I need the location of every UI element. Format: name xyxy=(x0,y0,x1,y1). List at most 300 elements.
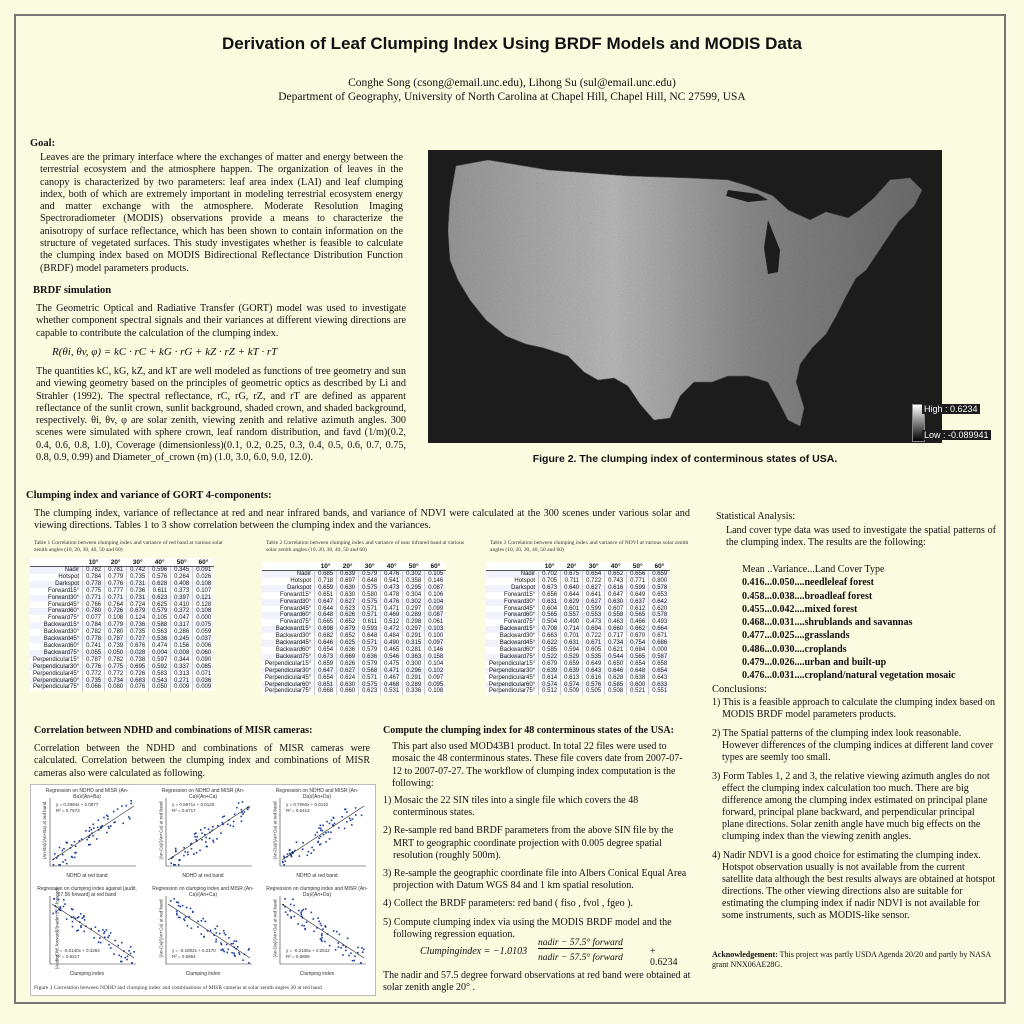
table-cell: Forward30° xyxy=(30,595,83,602)
table-header-cell: 10° xyxy=(83,558,105,567)
chart-ylabel: (Audit-57.5 forward)/(nadir+57.5 forward) xyxy=(54,887,60,970)
r-squared: R² = 0.7673 xyxy=(56,808,80,813)
scatter-point xyxy=(363,949,365,951)
table-cell: 0.408 xyxy=(171,581,193,588)
scatter-point xyxy=(219,933,221,935)
table-cell: 0.673 xyxy=(539,585,561,592)
authors-block xyxy=(0,76,1024,104)
table-cell: 0.298 xyxy=(403,619,425,626)
table-cell: 0.575 xyxy=(359,599,381,606)
table-row xyxy=(262,647,446,654)
conclusion-item: 4) Nadir NDVI is a good choice for estimating the clumping index. Hotspot observation usually is not available from the current satellite data although the best results always are obtained at hotspot directions. The other viewing directions also are suitable for estimating the clumping index if nadir NDVI is not available for some instruments, such as MODIS-like sensor. xyxy=(712,850,996,921)
scatter-plot xyxy=(264,886,370,978)
scatter-point xyxy=(201,920,203,922)
table-cell: 0.128 xyxy=(193,602,215,609)
scatter-point xyxy=(216,939,218,941)
table-cell: 0.315 xyxy=(403,640,425,647)
table-cell: 0.717 xyxy=(605,633,627,640)
table-cell: 0.636 xyxy=(337,647,359,654)
table-cell: 0.571 xyxy=(359,675,381,682)
table-cell: 0.647 xyxy=(605,592,627,599)
table-cell: 0.718 xyxy=(315,578,337,585)
table-cell: 0.739 xyxy=(105,643,127,650)
scatter-point xyxy=(222,822,224,824)
scatter-point xyxy=(333,817,335,819)
table-cell: 0.629 xyxy=(561,599,583,606)
scatter-point xyxy=(239,954,241,956)
table-cell: 0.722 xyxy=(583,633,605,640)
table-cell: 0.623 xyxy=(359,688,381,695)
table-cell: 0.654 xyxy=(649,668,671,675)
goal-heading: Goal: xyxy=(30,138,56,149)
scatter-point xyxy=(315,834,317,836)
table-row xyxy=(262,571,446,578)
table-cell: 0.551 xyxy=(649,688,671,695)
scatter-point xyxy=(110,825,112,827)
table-row xyxy=(262,633,446,640)
trend-line xyxy=(168,806,250,860)
scatter-point xyxy=(193,853,195,855)
table-row xyxy=(486,633,670,640)
scatter-point xyxy=(121,961,123,963)
table-cell: 0.724 xyxy=(127,602,149,609)
scatter-chart xyxy=(264,788,370,880)
scatter-point xyxy=(320,825,322,827)
scatter-point xyxy=(306,921,308,923)
table-header-cell: 60° xyxy=(649,562,671,571)
table-cell: 0.738 xyxy=(127,657,149,664)
table-cell: Perpendicular60° xyxy=(486,682,539,689)
scatter-point xyxy=(74,841,76,843)
scatter-chart xyxy=(150,788,256,880)
scatter-point xyxy=(176,911,178,913)
table-cell: 0.009 xyxy=(171,684,193,691)
table-cell: 0.643 xyxy=(649,675,671,682)
table-row xyxy=(486,585,670,592)
clumping-text: The clumping index, variance of reflectance at red and near infrared bands, and variance of NDVI were calculated at the 300 scenes under various solar and viewing directions. Tables 1 to 3 show correlation between the clumping index and the variances. xyxy=(34,508,690,532)
table-cell: Nadir xyxy=(486,571,539,578)
scatter-point xyxy=(183,855,185,857)
table-cell: 0.076 xyxy=(127,684,149,691)
scatter-point xyxy=(341,816,343,818)
table-header-cell: 40° xyxy=(149,558,171,567)
scatter-point xyxy=(310,852,312,854)
usa-map-image xyxy=(428,150,942,443)
table-cell: 0.585 xyxy=(539,647,561,654)
scatter-point xyxy=(361,947,363,949)
conclusion-item: 2) The Spatial patterns of the clumping index look reasonable. However differences of the clumping indices at different land cover types are seemly too small. xyxy=(712,728,993,763)
table-cell: Hotspot xyxy=(58,573,80,580)
table-cell: 0.659 xyxy=(315,661,337,668)
table-cell: 0.578 xyxy=(649,612,671,619)
compute-heading: Compute the clumping index for 48 conterminous states of the USA: xyxy=(383,725,674,736)
scatter-point xyxy=(303,925,305,927)
table-cell: Perpendicular45° xyxy=(489,674,536,681)
scatter-point xyxy=(130,803,132,805)
scatter-point xyxy=(242,801,244,803)
landcover-item: 0.486...0.030....croplands xyxy=(742,643,847,655)
scatter-point xyxy=(220,832,222,834)
table-cell: 0.529 xyxy=(561,654,583,661)
table-cell: 0.124 xyxy=(127,615,149,622)
scatter-point xyxy=(205,837,207,839)
table-header-cell: 60° xyxy=(193,558,215,567)
table-cell: 0.754 xyxy=(627,640,649,647)
table-cell: Forward30° xyxy=(486,599,539,606)
table-header-cell: 40° xyxy=(381,562,403,571)
table-cell: Darkspot xyxy=(262,585,315,592)
scatter-point xyxy=(113,811,115,813)
scatter-plot xyxy=(34,886,140,978)
table-cell: Perpendicular30° xyxy=(30,664,83,671)
scatter-point xyxy=(89,844,91,846)
scatter-point xyxy=(63,906,65,908)
scatter-point xyxy=(71,844,73,846)
table-cell: 0.102 xyxy=(425,668,447,675)
table-cell: 0.587 xyxy=(649,654,671,661)
table-cell: 0.060 xyxy=(193,650,215,657)
scatter-point xyxy=(113,953,115,955)
table-cell: Forward30° xyxy=(262,599,315,606)
goal-text: Leaves are the primary interface where the exchanges of matter and energy between the terrestrial ecosystem and the atmosphere happen. The organization of leaves in the canopy is characterized by two parameters: leaf area index (LAI) and leaf clumping index, both of which are extremely important in modeling terrestrial ecosystem energy and matter exchange with the atmosphere. Moderate Resolution Imaging Spectroradiometer (MODIS) observations provide a means to characterize the anisotropy of surface reflectance, which has been shown to contain information on the structure of vegetated surfaces. This study investigates whether is feasible to calculate the clumping index based on MODIS Bidirectional Reflectance Distribution Function (BRDF) model parameters products. xyxy=(40,152,403,274)
scatter-point xyxy=(302,848,304,850)
table-cell: 0.478 xyxy=(381,592,403,599)
scatter-point xyxy=(320,938,322,940)
scatter-point xyxy=(183,847,185,849)
regression-equation: y = 0.2994x + 0.0877 xyxy=(56,802,99,807)
table-cell: 0.345 xyxy=(171,567,193,574)
table-cell: 0.660 xyxy=(337,688,359,695)
scatter-point xyxy=(88,844,90,846)
table-cell: 0.055 xyxy=(83,650,105,657)
scatter-point xyxy=(360,962,362,964)
scatter-point xyxy=(344,828,346,830)
table-cell: 0.682 xyxy=(315,633,337,640)
table-row xyxy=(262,626,446,633)
table-cell: 0.565 xyxy=(627,612,649,619)
table-cell: 0.490 xyxy=(561,619,583,626)
table-cell: 0.731 xyxy=(127,595,149,602)
scatter-point xyxy=(234,940,236,942)
table-cell: 0.701 xyxy=(561,633,583,640)
table-cell: 0.121 xyxy=(193,595,215,602)
scatter-point xyxy=(124,957,126,959)
table-cell: Backward30° xyxy=(499,633,536,640)
table-cell: 0.654 xyxy=(627,661,649,668)
scatter-point xyxy=(224,951,226,953)
table-cell: 0.620 xyxy=(649,606,671,613)
scatter-point xyxy=(355,814,357,816)
table-cell: 0.576 xyxy=(149,574,171,581)
scatter-point xyxy=(236,940,238,942)
table-cell: 0.090 xyxy=(193,657,215,664)
table-cell: 0.726 xyxy=(105,608,127,615)
chart-title: Regression on NDHD and MISR (An-Da)/(An+Da) xyxy=(275,788,359,800)
table-cell: 0.775 xyxy=(83,588,105,595)
scatter-point xyxy=(304,929,306,931)
scatter-point xyxy=(362,951,364,953)
table-cell: 0.291 xyxy=(403,675,425,682)
table-cell: 0.373 xyxy=(171,588,193,595)
table1 xyxy=(30,558,214,691)
table-row xyxy=(486,654,670,661)
table-cell: 0.800 xyxy=(649,578,671,585)
scatter-point xyxy=(126,805,128,807)
table-row xyxy=(486,668,670,675)
table-row xyxy=(486,592,670,599)
table-cell: 0.467 xyxy=(381,675,403,682)
scatter-point xyxy=(350,952,352,954)
scatter-point xyxy=(201,839,203,841)
table-cell: 0.289 xyxy=(403,682,425,689)
table-row xyxy=(262,661,446,668)
table-row xyxy=(30,671,214,678)
table-row xyxy=(30,650,214,657)
scatter-point xyxy=(354,960,356,962)
scatter-point xyxy=(62,850,64,852)
table-cell: 0.026 xyxy=(193,574,215,581)
chart-xlabel: Clumping index xyxy=(185,971,221,977)
table-cell: 0.697 xyxy=(337,578,359,585)
table-cell: 0.108 xyxy=(105,615,127,622)
scatter-point xyxy=(234,954,236,956)
chart-xlabel: NDHD at red band xyxy=(182,873,224,879)
table-header-cell: 20° xyxy=(337,562,359,571)
scatter-point xyxy=(75,846,77,848)
table-cell: 0.735 xyxy=(127,574,149,581)
table-row xyxy=(486,606,670,613)
table-cell: 0.000 xyxy=(649,647,671,654)
landcover-item: 0.477...0.025....grasslands xyxy=(742,630,850,642)
scatter-point xyxy=(66,863,68,865)
scatter-chart xyxy=(34,788,140,880)
table-row xyxy=(262,682,446,689)
table-cell: Perpendicular30° xyxy=(262,668,315,675)
table-cell: 0.544 xyxy=(605,654,627,661)
chart-xlabel: Clumping index xyxy=(69,971,105,977)
table-cell: 0.624 xyxy=(337,675,359,682)
scatter-point xyxy=(228,949,230,951)
regression-equation: y = -0.2106x + 0.2512 xyxy=(286,948,330,953)
regression-formula xyxy=(420,938,680,968)
table-cell: 0.711 xyxy=(561,578,583,585)
table-row xyxy=(30,595,214,602)
table-cell: 0.108 xyxy=(425,688,447,695)
table-cell: 0.557 xyxy=(561,612,583,619)
table-cell: 0.611 xyxy=(359,619,381,626)
table-cell: 0.670 xyxy=(627,633,649,640)
table-cell: 0.628 xyxy=(605,675,627,682)
scatter-point xyxy=(85,830,87,832)
scatter-point xyxy=(186,907,188,909)
scatter-point xyxy=(80,925,82,927)
scatter-point xyxy=(232,943,234,945)
scatter-point xyxy=(335,949,337,951)
scatter-point xyxy=(80,913,82,915)
table-cell: 0.781 xyxy=(105,567,127,574)
table-cell: 0.782 xyxy=(83,629,105,636)
table-cell: 0.291 xyxy=(403,633,425,640)
scatter-point xyxy=(248,949,250,951)
table-cell: 0.631 xyxy=(539,599,561,606)
table-row xyxy=(262,599,446,606)
scatter-point xyxy=(108,944,110,946)
table-cell: 0.637 xyxy=(627,599,649,606)
table-cell: 0.705 xyxy=(539,578,561,585)
table-row xyxy=(30,684,214,691)
scatter-point xyxy=(321,933,323,935)
scatter-point xyxy=(321,935,323,937)
scatter-point xyxy=(329,838,331,840)
table-cell: 0.771 xyxy=(83,595,105,602)
scatter-point xyxy=(228,937,230,939)
scatter-point xyxy=(178,864,180,866)
scatter-point xyxy=(345,950,347,952)
table-cell: 0.085 xyxy=(193,664,215,671)
table-cell: 0.372 xyxy=(171,608,193,615)
scatter-point xyxy=(93,827,95,829)
table-cell: 0.108 xyxy=(193,608,215,615)
clumping-index-map xyxy=(428,150,942,443)
scatter-point xyxy=(110,947,112,949)
scatter-point xyxy=(107,816,109,818)
table-cell: 0.463 xyxy=(605,619,627,626)
table-cell: 0.626 xyxy=(337,661,359,668)
table-cell: 0.607 xyxy=(605,606,627,613)
scatter-point xyxy=(59,864,61,866)
table-cell: 0.571 xyxy=(359,606,381,613)
table-cell: 0.565 xyxy=(539,612,561,619)
scatter-point xyxy=(178,902,180,904)
scatter-point xyxy=(290,904,292,906)
scatter-point xyxy=(313,931,315,933)
chart-title: Regression on clumping index against [audit, 57.56 forward] at red band xyxy=(37,886,137,898)
table-row xyxy=(30,636,214,643)
table-cell: 0.685 xyxy=(315,571,337,578)
scatter-point xyxy=(225,934,227,936)
table-cell: 0.471 xyxy=(381,668,403,675)
brdf-text1: The Geometric Optical and Radiative Transfer (GORT) model was used to investigate whether component spectral signals and their variances at different viewing directions are capable to contribute the calculation of the clumping index. xyxy=(36,303,406,339)
compute-closing: The nadir and 57.5 degree forward observations at red band were obtained at solar zenith angle 20° . xyxy=(383,970,691,994)
table-cell: 0.574 xyxy=(561,682,583,689)
scatter-point xyxy=(334,823,336,825)
table-cell: 0.077 xyxy=(83,615,105,622)
table-cell: 0.777 xyxy=(105,588,127,595)
table-row xyxy=(262,675,446,682)
table-cell: 0.639 xyxy=(561,668,583,675)
table-row xyxy=(30,567,214,574)
scatter-point xyxy=(53,864,55,866)
table-cell: 0.627 xyxy=(337,668,359,675)
table-cell: 0.363 xyxy=(403,654,425,661)
scatter-point xyxy=(62,854,64,856)
scatter-point xyxy=(318,837,320,839)
scatter-point xyxy=(317,917,319,919)
table-cell: 0.722 xyxy=(583,578,605,585)
table-cell: 0.764 xyxy=(105,602,127,609)
table-cell: 0.736 xyxy=(127,622,149,629)
scatter-point xyxy=(317,842,319,844)
scatter-point xyxy=(224,932,226,934)
table-row xyxy=(486,599,670,606)
statistical-heading: Statistical Analysis: xyxy=(716,511,796,522)
scatter-point xyxy=(282,861,284,863)
scatter-point xyxy=(339,934,341,936)
scatter-point xyxy=(216,838,218,840)
table-cell: 0.578 xyxy=(649,585,671,592)
table-cell: 0.623 xyxy=(337,606,359,613)
chart-ylabel: (An-Ca)/(An+Ca) at red band xyxy=(158,899,164,958)
table-cell: 0.599 xyxy=(583,606,605,613)
scatter-point xyxy=(89,830,91,832)
table-cell: 0.512 xyxy=(381,619,403,626)
table-cell: 0.771 xyxy=(105,595,127,602)
table-cell: Backward15° xyxy=(486,626,539,633)
table-cell: 0.047 xyxy=(171,615,193,622)
scatter-point xyxy=(352,960,354,962)
table-cell: 0.676 xyxy=(127,643,149,650)
table-cell: Forward45° xyxy=(280,605,312,612)
table-cell: 0.623 xyxy=(149,595,171,602)
scatter-point xyxy=(325,832,327,834)
clumping-heading: Clumping index and variance of GORT 4-components: xyxy=(26,490,272,501)
table-cell: 0.490 xyxy=(381,640,403,647)
table-header-cell: 50° xyxy=(171,558,193,567)
table-cell: 0.484 xyxy=(381,633,403,640)
table-cell: 0.644 xyxy=(315,606,337,613)
table-cell: 0.337 xyxy=(171,664,193,671)
table-cell: 0.638 xyxy=(627,675,649,682)
table-cell: 0.742 xyxy=(127,567,149,574)
table-cell: 0.627 xyxy=(337,599,359,606)
table-cell: 0.080 xyxy=(105,684,127,691)
table-cell: 0.588 xyxy=(149,622,171,629)
scatter-point xyxy=(221,944,223,946)
table-row xyxy=(486,626,670,633)
table-cell: 0.091 xyxy=(193,567,215,574)
acknowledgement-text: This project was partly USDA Agenda 20/20 and partly by NASA grant NNX06AE28G. xyxy=(712,950,991,969)
scatter-point xyxy=(128,816,130,818)
chart-ylabel: (An-Da)/(An+Da) at red band xyxy=(272,899,278,958)
scatter-point xyxy=(121,942,123,944)
scatter-point xyxy=(98,941,100,943)
scatter-point xyxy=(118,955,120,957)
table-cell: 0.726 xyxy=(127,671,149,678)
chart-xlabel: NDHD at red band xyxy=(66,873,108,879)
table-cell: 0.614 xyxy=(539,675,561,682)
table-cell: 0.558 xyxy=(605,612,627,619)
scatter-point xyxy=(352,818,354,820)
table-row xyxy=(30,678,214,685)
table-cell: 0.784 xyxy=(83,622,105,629)
table-cell: 0.472 xyxy=(381,626,403,633)
table-cell: 0.286 xyxy=(171,629,193,636)
r-squared: R² = 0.6413 xyxy=(286,808,310,813)
table-cell: 0.779 xyxy=(105,622,127,629)
table-cell: 0.522 xyxy=(539,654,561,661)
scatter-point xyxy=(103,933,105,935)
table-cell: 0.787 xyxy=(105,636,127,643)
table-cell: Darkspot xyxy=(486,585,539,592)
table-row xyxy=(30,664,214,671)
scatter-point xyxy=(351,824,353,826)
table-cell: 0.651 xyxy=(315,592,337,599)
scatter-point xyxy=(106,832,108,834)
table-cell: 0.612 xyxy=(627,606,649,613)
table-row xyxy=(262,668,446,675)
chart-xlabel: NDHD at red band xyxy=(296,873,338,879)
table-cell: 0.344 xyxy=(171,657,193,664)
